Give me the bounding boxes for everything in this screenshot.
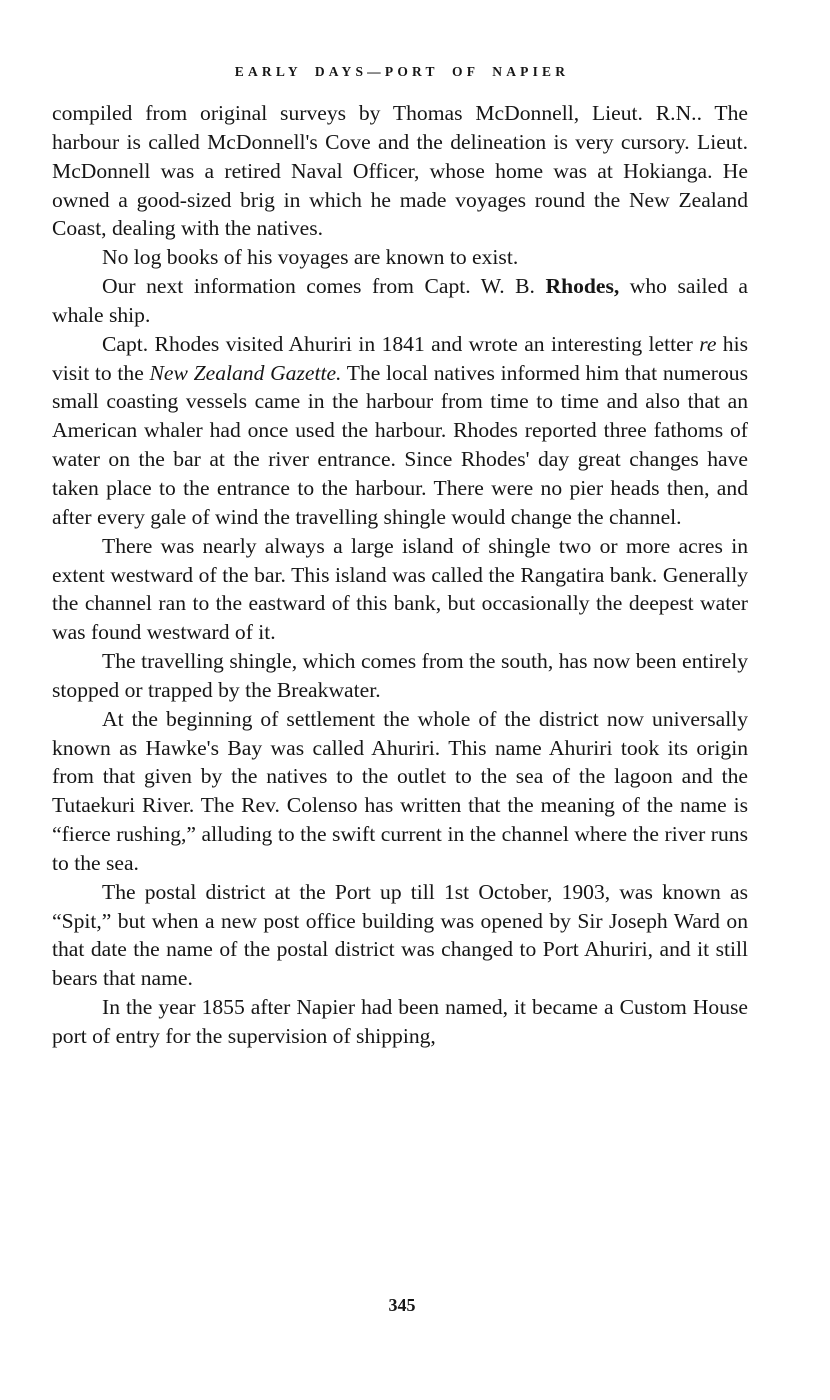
paragraph-p6 [52, 647, 748, 705]
text-run: Our next information comes from Capt. W. B. [102, 274, 546, 299]
paragraph-p8 [52, 878, 748, 993]
text-run: The local natives informed him that numerous small coasting vessels came in the harbour from time to time and also that an American whaler had once used the harbour. Rhodes reported three fathoms of water on the bar at the river entrance. Since Rhodes' day great changes have taken place to the entrance to the harbour. There were no pier heads then, and after every gale of wind the travelling shingle would change the channel. [52, 360, 748, 529]
text-run: The travelling shingle, which comes from the south, has now been entirely stopped or trapped by the Breakwater. [52, 649, 748, 702]
paragraph-p1 [52, 99, 748, 243]
newspaper-title: New Zealand Gazette. [149, 360, 342, 385]
text-run: There was nearly always a large island of shingle two or more acres in extent westward of the bar. This island was called the Rangatira bank. Generally the channel ran to the eastward of this bank, but occasionally the deepest water was found westward of it. [52, 533, 748, 645]
text-run: Capt. Rhodes visited Ahuriri in 1841 and wrote an interesting letter [102, 331, 700, 356]
text-run: No log books of his voyages are known to exist. [102, 245, 519, 270]
paragraph-p5 [52, 532, 748, 647]
running-head: EARLY DAYS—PORT OF NAPIER [234, 64, 570, 79]
paragraph-p2 [52, 243, 748, 272]
paragraph-p9 [52, 993, 748, 1051]
text-run: In the year 1855 after Napier had been named, it became a Custom House port of entry for the supervision of shipping, [52, 995, 748, 1048]
text-run: The postal district at the Port up till 1st October, 1903, was known as “Spit,” but when a new post office building was opened by Sir Joseph Ward on that date the name of the postal district was changed to Port Ahuriri, and it still bears that name. [52, 879, 748, 991]
paragraph-p3 [52, 272, 748, 330]
text-run: his visit to the [52, 331, 748, 385]
paragraph-p4 [52, 330, 748, 532]
text-run: who sailed a whale ship. [52, 274, 748, 327]
text-run-italic: re [699, 331, 717, 356]
body-text [52, 99, 748, 1051]
text-run: At the beginning of settlement the whole of the district now universally known as Hawke's Bay was called Ahuriri. This name Ahuriri took its origin from that given by the natives to the outlet to the sea of the lagoon and the Tutaekuri River. The Rev. Colenso has written that the meaning of the name is “fierce rushing,” alluding to the swift current in the channel where the river runs to the sea. [52, 706, 748, 875]
paragraph-p7 [52, 705, 748, 878]
text-run-bold: Rhodes, [545, 274, 620, 299]
page-number: 345 [388, 1295, 416, 1315]
text-run: compiled from original surveys by Thomas McDonnell, Lieut. R.N.. The harbour is called McDonnell's Cove and the delineation is very cursory. Lieut. McDonnell was a retired Naval Officer, whose home was at Hokianga. He owned a good-sized brig in which he made voyages round the New Zealand Coast, dealing with the natives. [52, 101, 748, 241]
